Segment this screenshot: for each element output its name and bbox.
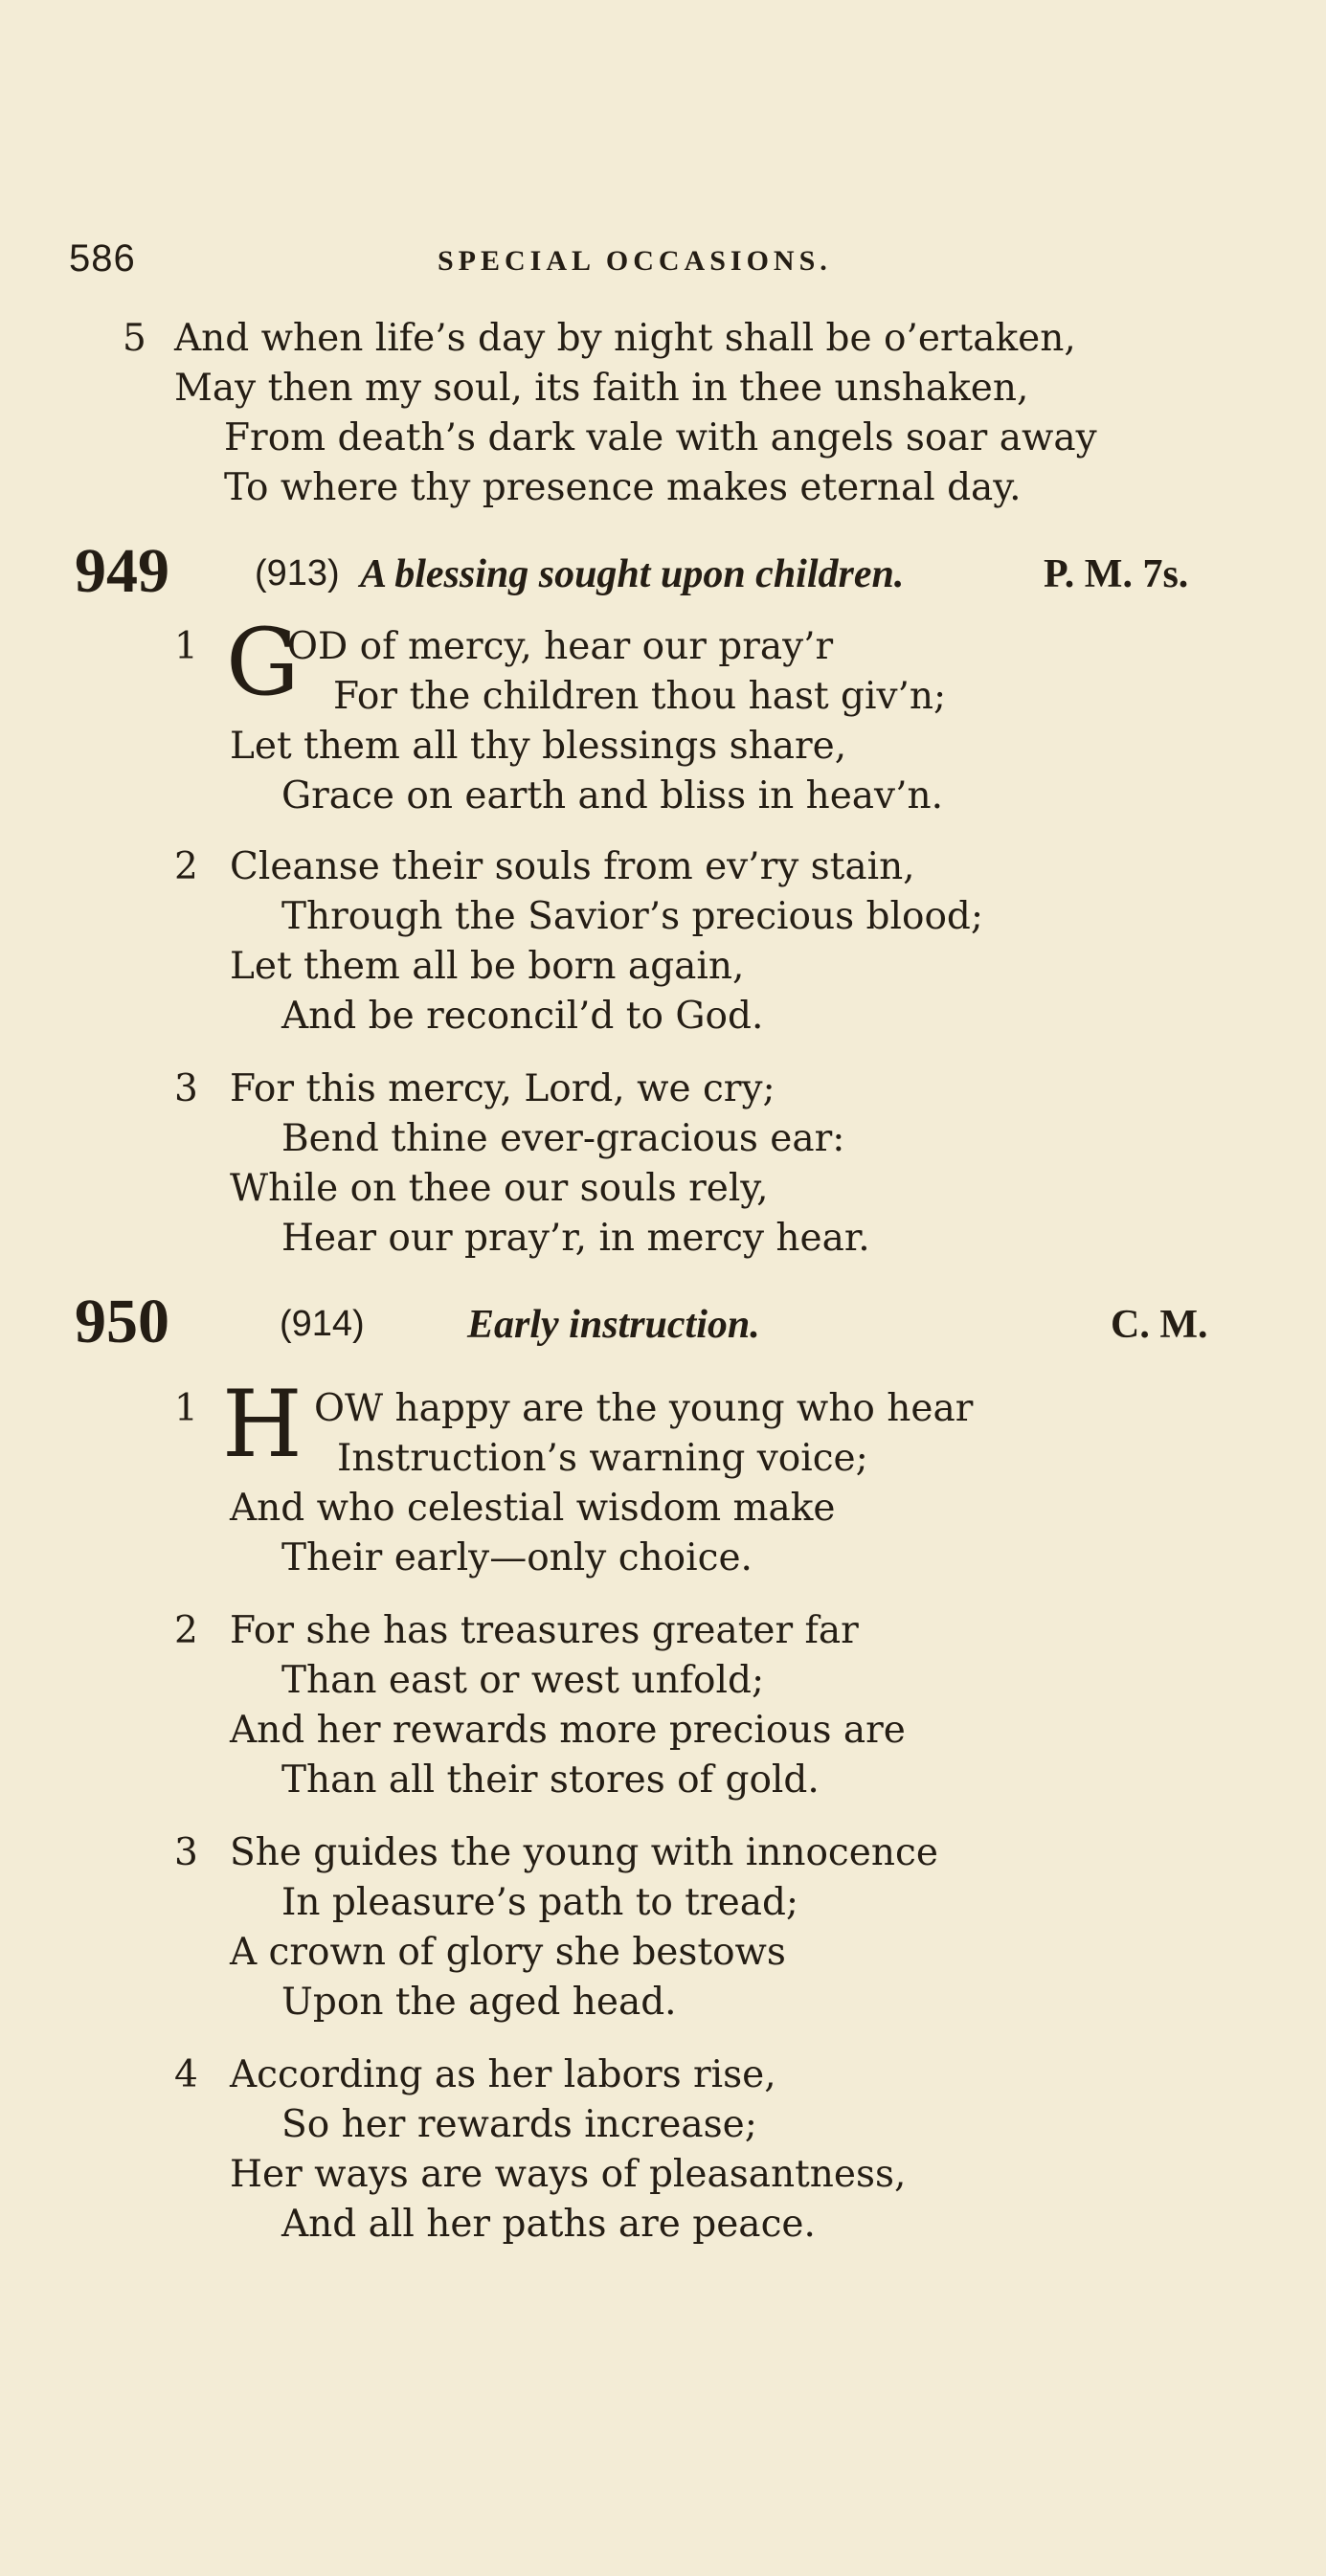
stanza-number: 1 — [174, 625, 198, 668]
drop-cap: G — [226, 609, 300, 716]
verse-line: Than east or west unfold; — [281, 1659, 765, 1702]
hymn-meter: C. M. — [1111, 1303, 1208, 1347]
hymn-heading — [75, 1288, 1262, 1365]
verse-line: Let them all be born again, — [230, 945, 745, 988]
verse-line: In pleasure’s path to tread; — [281, 1881, 799, 1924]
hymn-meter: P. M. 7s. — [1044, 552, 1189, 596]
verse-line: And all her paths are peace. — [281, 2203, 816, 2246]
verse-line: From death’s dark vale with angels soar away — [224, 416, 1097, 459]
stanza-number: 3 — [174, 1831, 198, 1874]
hymn-title: A blessing sought upon children. — [360, 552, 905, 596]
verse-line: She guides the young with innocence — [230, 1831, 938, 1874]
verse-line: OD of mercy, hear our pray’r — [287, 625, 834, 668]
stanza-number: 2 — [174, 845, 198, 888]
verse-line: And when life’s day by night shall be o’ertaken, — [174, 317, 1076, 360]
verse-line: While on thee our souls rely, — [230, 1167, 769, 1210]
verse-line: Grace on earth and bliss in heav’n. — [281, 774, 943, 818]
verse-line: For this mercy, Lord, we cry; — [230, 1067, 775, 1110]
verse-line: For the children thou hast giv’n; — [333, 675, 947, 718]
verse-line: For she has treasures greater far — [230, 1609, 859, 1652]
page-header — [69, 237, 1199, 295]
drop-cap: H — [222, 1371, 303, 1478]
verse-line: And who celestial wisdom make — [230, 1487, 836, 1530]
running-head: SPECIAL OCCASIONS. — [438, 245, 832, 277]
verse-line: And be reconcil’d to God. — [281, 995, 764, 1038]
verse-line: To where thy presence makes eternal day. — [224, 466, 1022, 509]
hymn-number: 950 — [75, 1287, 169, 1356]
verse-line: Cleanse their souls from ev’ry stain, — [230, 845, 915, 888]
verse-line: Than all their stores of gold. — [281, 1758, 820, 1802]
stanza-number: 5 — [123, 317, 146, 360]
verse-line: Hear our pray’r, in mercy hear. — [281, 1217, 870, 1260]
hymn-number: 949 — [75, 536, 169, 606]
verse-line: According as her labors rise, — [230, 2053, 776, 2096]
verse-line: Upon the aged head. — [281, 1981, 677, 2024]
verse-line: Through the Savior’s precious blood; — [281, 895, 984, 938]
hymn-title: Early instruction. — [467, 1303, 760, 1347]
verse-line: And her rewards more precious are — [230, 1709, 906, 1752]
verse-line: Bend thine ever-gracious ear: — [281, 1117, 845, 1160]
hymn-heading — [75, 538, 1262, 615]
verse-line: Instruction’s warning voice; — [337, 1437, 868, 1480]
verse-line: May then my soul, its faith in thee unshaken, — [174, 367, 1029, 410]
verse-line: Their early—only choice. — [281, 1536, 753, 1579]
verse-line: So her rewards increase; — [281, 2103, 757, 2146]
stanza-number: 3 — [174, 1067, 198, 1110]
verse-line: Let them all thy blessings share, — [230, 725, 847, 768]
stanza-number: 2 — [174, 1609, 198, 1652]
stanza-number: 1 — [174, 1387, 198, 1430]
verse-line: Her ways are ways of pleasantness, — [230, 2153, 907, 2196]
hymn-alt-number: (914) — [280, 1304, 365, 1344]
verse-line: A crown of glory she bestows — [230, 1931, 786, 1974]
verse-line: OW happy are the young who hear — [314, 1387, 974, 1430]
hymn-alt-number: (913) — [255, 553, 340, 594]
stanza-number: 4 — [174, 2053, 198, 2096]
page-number: 586 — [69, 237, 136, 280]
